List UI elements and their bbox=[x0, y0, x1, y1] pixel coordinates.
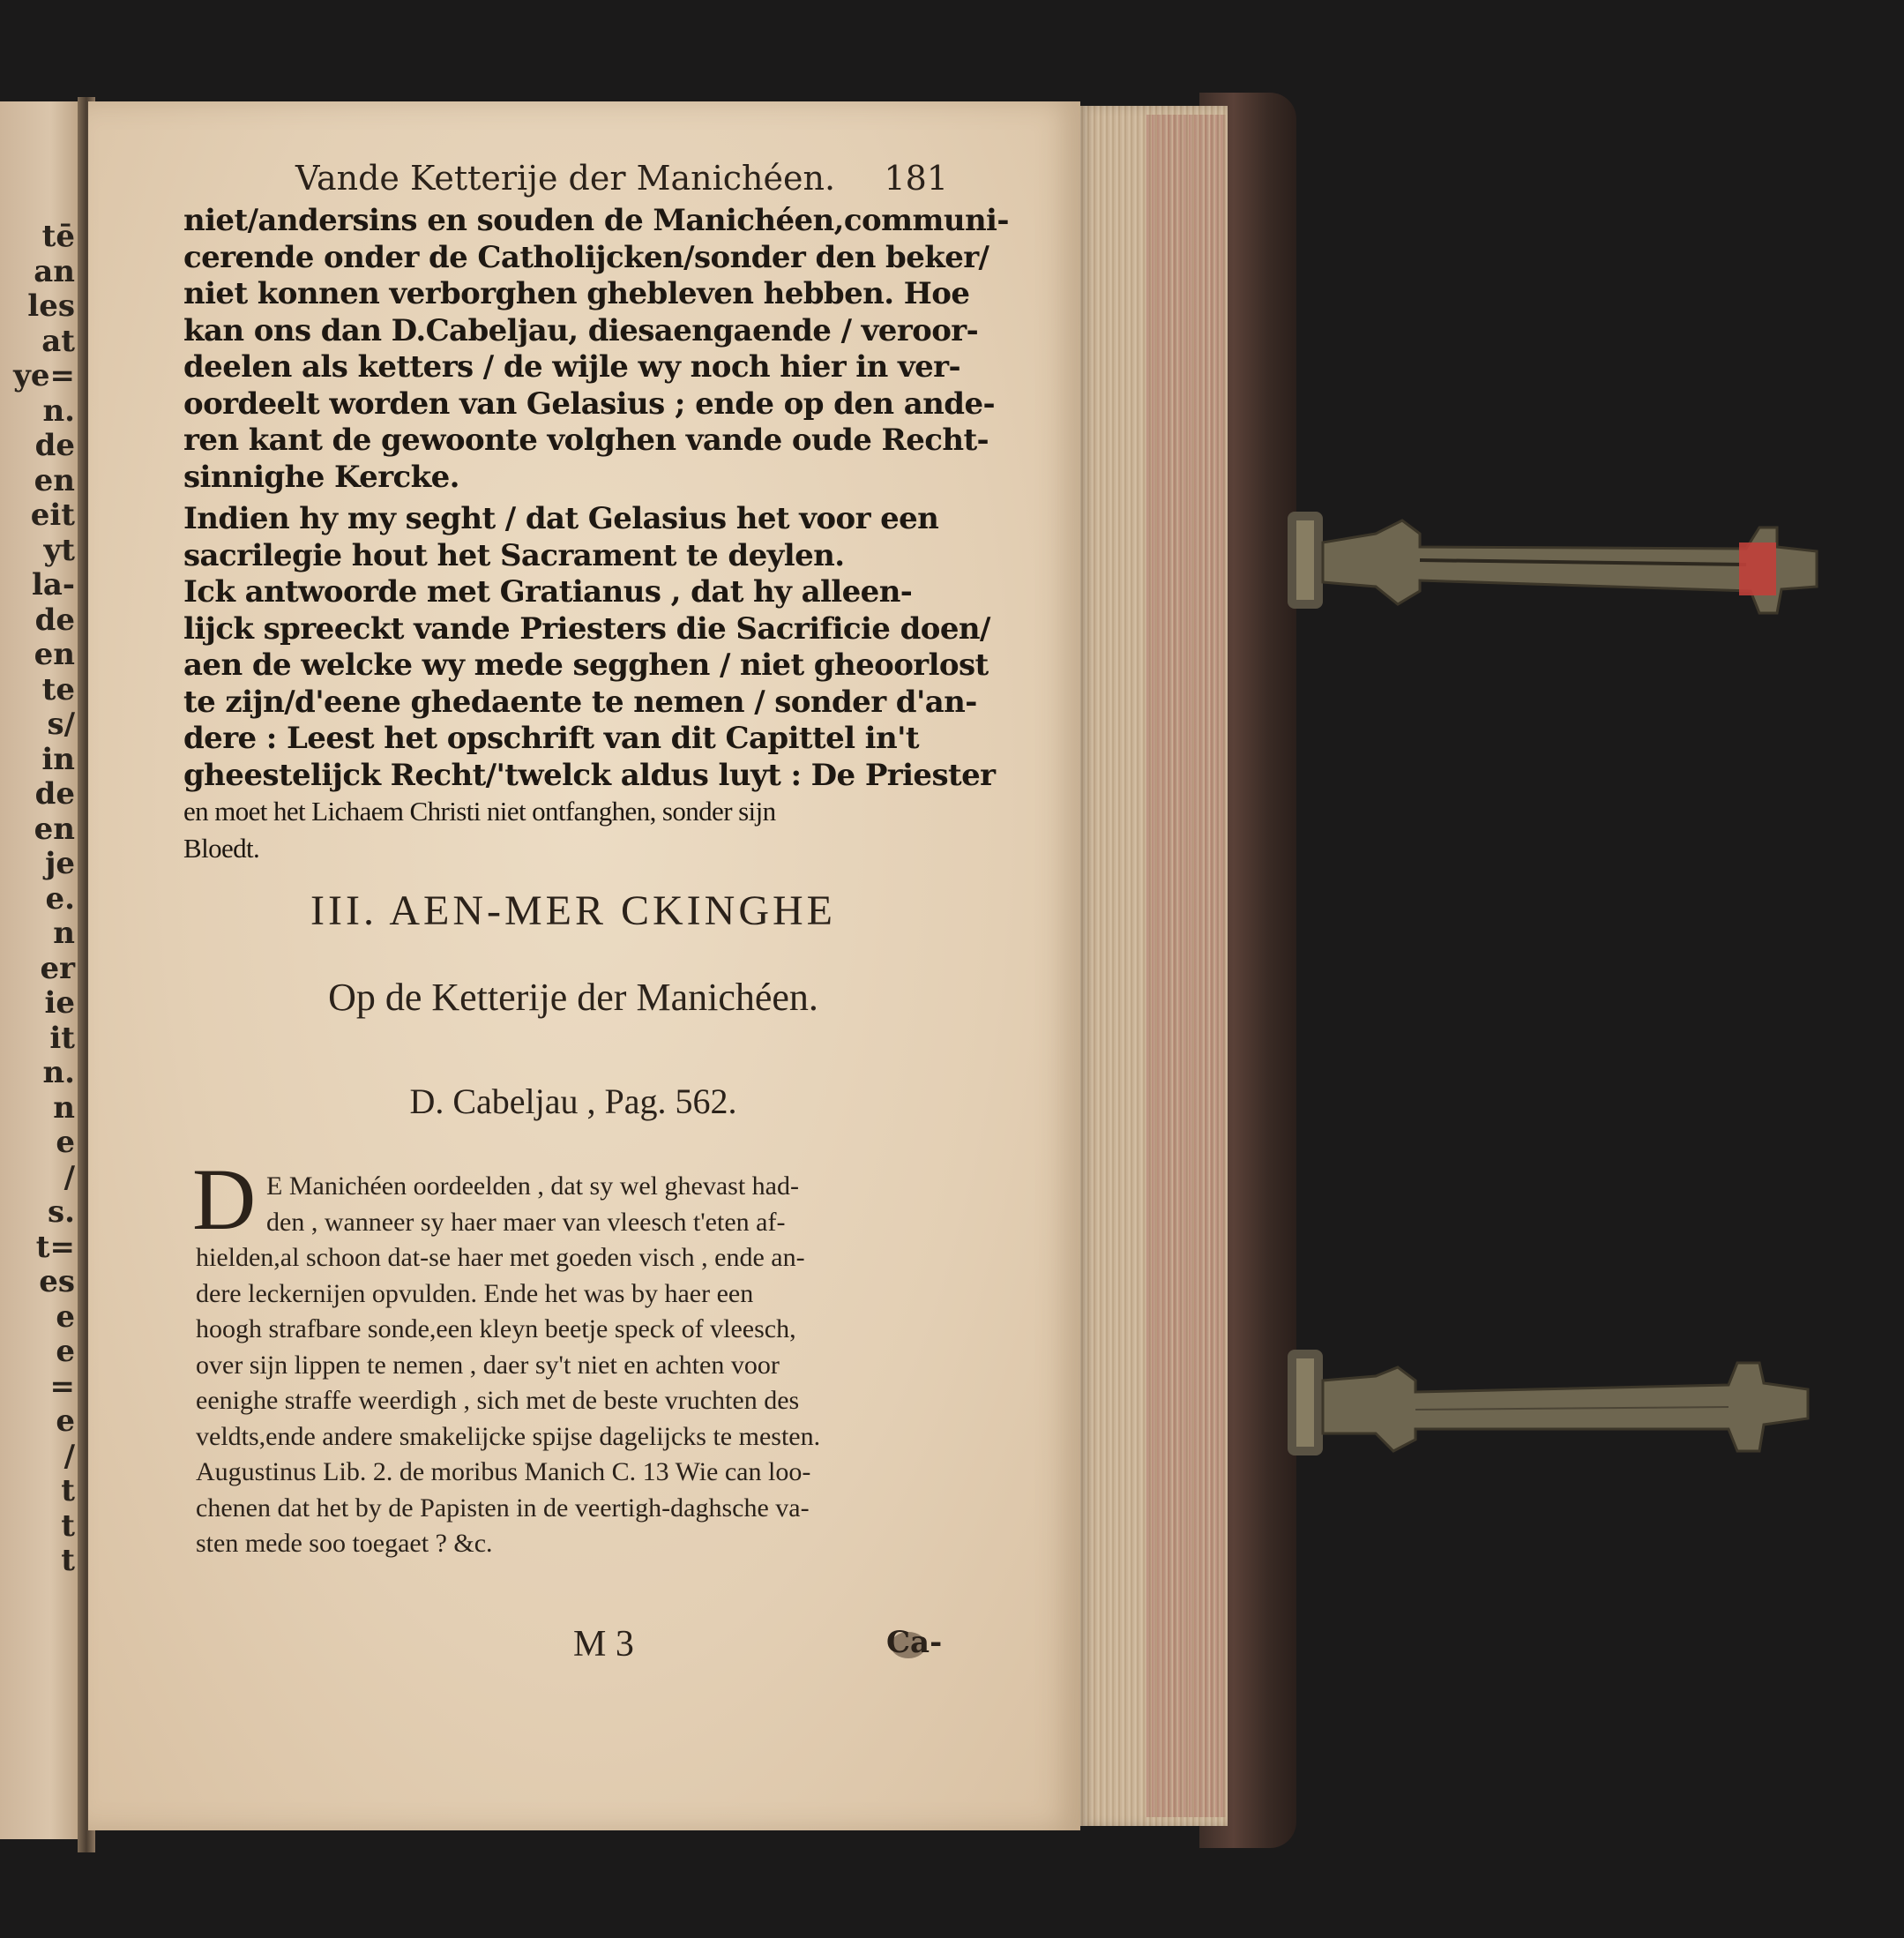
left-page-fragment: e bbox=[56, 1125, 75, 1160]
left-page-fragment: la- bbox=[31, 567, 75, 602]
left-page-fragment: n bbox=[53, 916, 75, 951]
upper-clasp bbox=[1288, 494, 1826, 626]
text-line: hielden,al schoon dat-se haer met goeden visch , ende an- bbox=[196, 1243, 805, 1272]
left-page-fragment: = bbox=[49, 1368, 75, 1404]
signature-mark: M 3 bbox=[573, 1624, 634, 1665]
previous-page-edge bbox=[0, 101, 84, 1839]
text-line: gheestelijck Recht/'twelck aldus luyt : De Priester bbox=[183, 757, 996, 793]
text-line: dere : Leest het opschrift van dit Capittel in't bbox=[183, 721, 920, 756]
left-page-fragment: de bbox=[34, 428, 75, 463]
catchword: Ca- bbox=[886, 1625, 943, 1660]
text-line: hoogh strafbare sonde,een kleyn beetje speck of vleesch, bbox=[196, 1314, 796, 1343]
red-sprinkled-edge bbox=[1146, 115, 1226, 1817]
text-line: chenen dat het by de Papisten in de veertigh-daghsche va- bbox=[196, 1493, 810, 1523]
text-line: dere leckernijen opvulden. Ende het was by haer een bbox=[196, 1278, 754, 1308]
left-page-fragment: e bbox=[56, 1334, 75, 1369]
text-line: oordeelt worden van Gelasius ; ende op den ande- bbox=[183, 385, 995, 422]
reference-heading: D. Cabeljau , Pag. 562. bbox=[409, 1081, 737, 1121]
text-line: en moet het Lichaem Christi niet ontfanghen, sonder sijn bbox=[183, 796, 776, 827]
running-head-title: Vande Ketterije der Manichéen. bbox=[295, 159, 836, 198]
text-line: over sijn lippen te nemen , daer sy't niet en achten voor bbox=[196, 1350, 780, 1380]
left-page-fragment: de bbox=[34, 602, 75, 638]
left-page-fragment: s. bbox=[48, 1194, 75, 1230]
text-line: kan ons dan D.Cabeljau, diesaengaende / veroor- bbox=[183, 312, 979, 348]
drop-cap: D bbox=[192, 1150, 257, 1248]
left-page-fragment: en bbox=[34, 637, 75, 672]
text-line: te zijn/d'eene ghedaente te nemen / sonder d'an- bbox=[183, 684, 977, 720]
left-page-fragment: t bbox=[61, 1473, 75, 1508]
text-line: niet/andersins en souden de Manichéen,communi- bbox=[183, 203, 1009, 238]
text-line: sacrilegie hout het Sacrament te deylen. bbox=[183, 537, 845, 573]
left-page-fragment: e bbox=[56, 1403, 75, 1439]
left-page-fragment: an bbox=[34, 253, 75, 289]
left-page-fragment: ye= bbox=[13, 358, 75, 393]
left-page-fragment: e bbox=[56, 1298, 75, 1335]
left-page-fragment: n bbox=[53, 1089, 75, 1126]
text-line: veldts,ende andere smakelijcke spijse dagelijcks te mesten. bbox=[196, 1421, 821, 1451]
text-line: Augustinus Lib. 2. de moribus Manich C. 13 Wie can loo- bbox=[196, 1457, 811, 1486]
left-page-fragment: je bbox=[45, 846, 75, 881]
left-page-fragment: t= bbox=[35, 1229, 75, 1265]
section-heading: III. AEN-MER CKINGHE bbox=[310, 887, 836, 934]
left-page-fragment: les bbox=[27, 288, 75, 324]
text-line: sinnighe Kercke. bbox=[183, 459, 459, 495]
left-page-fragment: n. bbox=[42, 393, 75, 429]
left-page-fragment: s/ bbox=[47, 707, 75, 742]
text-line: sten mede soo toegaet ? &c. bbox=[196, 1529, 493, 1558]
section-subheading: Op de Ketterije der Manichéen. bbox=[328, 976, 818, 1019]
left-page-fragment: in bbox=[41, 741, 75, 777]
lower-clasp bbox=[1288, 1341, 1817, 1473]
text-line: ren kant de gewoonte volghen vande oude Recht- bbox=[183, 423, 989, 458]
left-page-fragment: te bbox=[41, 671, 75, 707]
text-line: den , wanneer sy haer maer van vleesch t'eten af- bbox=[266, 1207, 786, 1237]
left-page-fragment: / bbox=[63, 1438, 75, 1474]
text-line: cerende onder de Catholijcken/sonder den beker/ bbox=[183, 239, 989, 275]
left-page-fragment: yt bbox=[43, 532, 75, 568]
left-page-fragment: n. bbox=[42, 1055, 75, 1090]
left-page-fragment: es bbox=[39, 1264, 75, 1299]
text-line: aen de welcke wy mede segghen / niet gheoorlost bbox=[183, 647, 989, 683]
running-head bbox=[295, 159, 948, 198]
left-page-fragment: en bbox=[34, 811, 75, 847]
page-number: 181 bbox=[884, 159, 948, 198]
text-line: deelen als ketters / de wijle wy noch hier in ver- bbox=[183, 349, 960, 385]
text-line: Ick antwoorde met Gratianus , dat hy alleen- bbox=[183, 574, 913, 610]
left-page-fragment: tē bbox=[41, 219, 75, 254]
left-page-fragment: ie bbox=[44, 985, 75, 1021]
text-line: eenighe straffe weerdigh , sich met de beste vruchten des bbox=[196, 1386, 800, 1415]
left-page-fragment: er bbox=[40, 950, 75, 986]
left-page-fragment: / bbox=[63, 1159, 75, 1195]
left-page-fragment: de bbox=[34, 776, 75, 812]
left-page-fragment: en bbox=[34, 462, 75, 498]
text-line: niet konnen verborghen ghebleven hebben. Hoe bbox=[183, 276, 970, 311]
text-line: E Manichéen oordeelden , dat sy wel ghevast had- bbox=[266, 1171, 799, 1201]
text-line: Indien hy my seght / dat Gelasius het voor een bbox=[183, 501, 939, 536]
text-line: lijck spreeckt vande Priesters die Sacrificie doen/ bbox=[183, 610, 990, 647]
left-page-fragment: t bbox=[61, 1508, 75, 1544]
left-page-fragment: e. bbox=[45, 880, 75, 917]
left-page-fragment: it bbox=[49, 1020, 75, 1056]
left-page-fragment: at bbox=[41, 323, 75, 359]
left-page-fragment: t bbox=[61, 1543, 75, 1578]
text-line: Bloedt. bbox=[183, 832, 260, 864]
left-page-fragment: eit bbox=[30, 498, 75, 533]
